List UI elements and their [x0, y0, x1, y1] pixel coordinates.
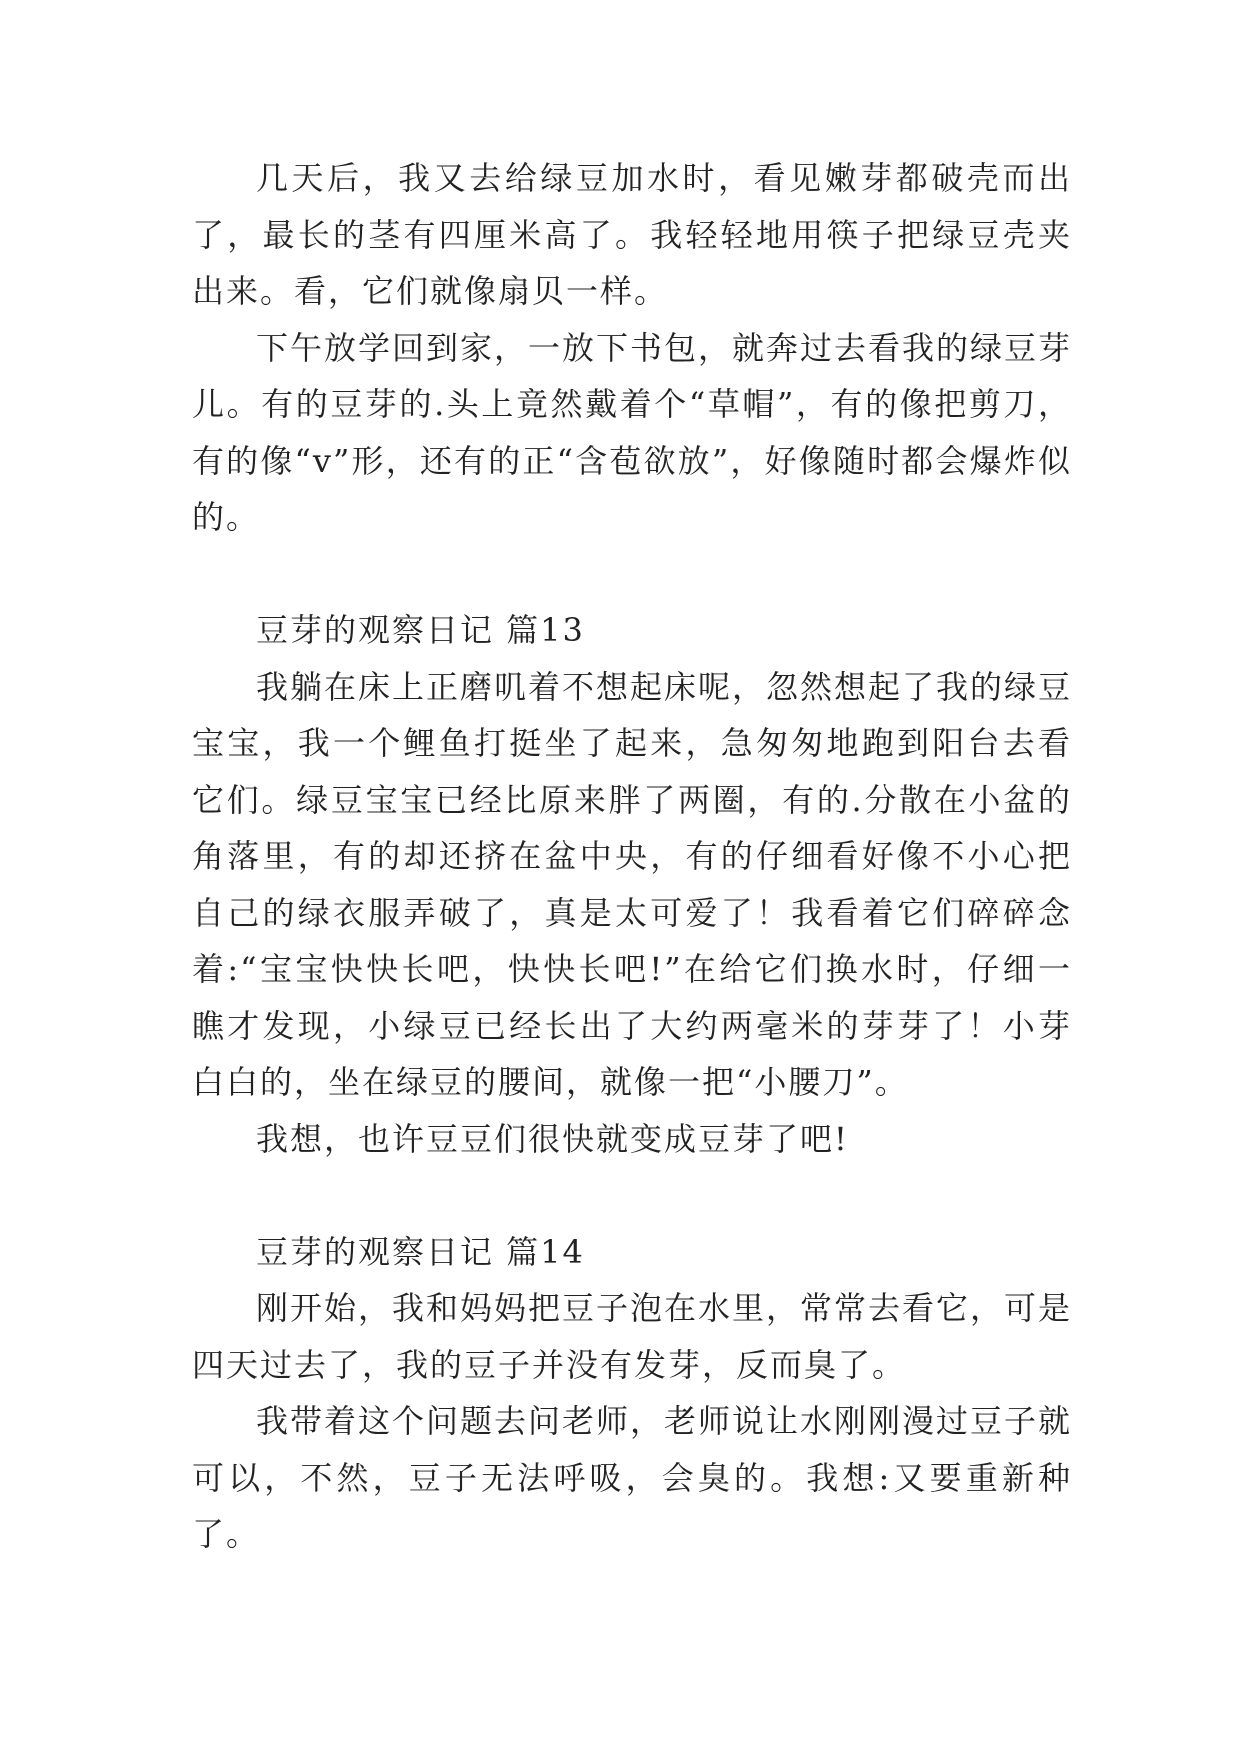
- section-gap: [192, 1167, 1072, 1224]
- section-gap: [192, 546, 1072, 603]
- paragraph-5: 刚开始，我和妈妈把豆子泡在水里，常常去看它，可是四天过去了，我的豆子并没有发芽，反而臭了。: [192, 1289, 1073, 1384]
- section-heading-13: 豆芽的观察日记 篇13: [256, 611, 585, 649]
- paragraph-1: 几天后，我又去给绿豆加水时，看见嫩芽都破壳而出了，最长的茎有四厘米高了。我轻轻地用筷子把绿豆壳夹出来。看，它们就像扇贝一样。: [192, 159, 1072, 310]
- paragraph-3: 我躺在床上正磨叽着不想起床呢，忽然想起了我的绿豆宝宝，我一个鲤鱼打挺坐了起来，急匆匆地跑到阳台去看它们。绿豆宝宝已经比原来胖了两圈，有的.分散在小盆的角落里，有的却还挤在盆中央，有的仔细看好像不小心把自己的绿衣服弄破了，真是太可爱了！我看着它们碎碎念着:“宝宝快快长吧，快快长吧!”在给它们换水时，仔细一瞧才发现，小绿豆已经长出了大约两毫米的芽芽了！小芽白白的，坐在绿豆的腰间，就像一把“小腰刀”。: [192, 667, 1073, 1101]
- paragraph-2: 下午放学回到家，一放下书包，就奔过去看我的绿豆芽儿。有的豆芽的.头上竟然戴着个“草帽”，有的像把剪刀，有的像“v”形，还有的正“含苞欲放”，好像随时都会爆炸似的。: [192, 328, 1073, 536]
- paragraph-4: 我想，也许豆豆们很快就变成豆芽了吧!: [256, 1119, 849, 1158]
- section-heading-14: 豆芽的观察日记 篇14: [256, 1232, 585, 1271]
- document-body: [192, 150, 1072, 1563]
- paragraph-6: 我带着这个问题去问老师，老师说让水刚刚漫过豆子就可以，不然，豆子无法呼吸，会臭的。我想:又要重新种了。: [192, 1402, 1073, 1553]
